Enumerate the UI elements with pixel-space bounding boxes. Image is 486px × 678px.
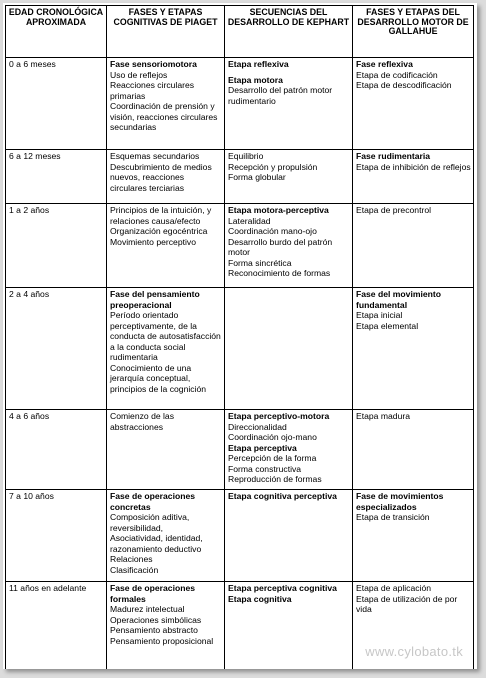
stage-item: Desarrollo del patrón motor rudimentario [228, 85, 333, 106]
table-row [6, 410, 474, 490]
header-gallahue: FASES Y ETAPAS DEL DESARROLLO MOTOR DE GALLAHUE [353, 6, 474, 58]
table-row [6, 204, 474, 288]
stage-heading: Etapa reflexiva [228, 59, 289, 69]
table-row [6, 490, 474, 582]
gallahue-cell [353, 490, 474, 582]
stage-item: Madurez intelectual [110, 604, 185, 614]
gallahue-cell [353, 410, 474, 490]
header-age: EDAD CRONOLÓGICA APROXIMADA [6, 6, 107, 58]
stage-heading: Fase de operaciones concretas [110, 491, 196, 512]
stage-item: Comienzo de las abstracciones [110, 411, 175, 432]
stage-item: Etapa madura [356, 411, 410, 421]
stage-item: Coordinación mano-ojo [228, 226, 317, 236]
stage-item: Pensamiento abstracto [110, 625, 198, 635]
stage-item: Organización egocéntrica [110, 226, 208, 236]
stage-item: Percepción de la forma [228, 453, 317, 463]
age-cell: 7 a 10 años [6, 490, 107, 582]
stage-heading: Fase de movimientos especializados [356, 491, 444, 512]
stage-heading: Etapa motora [228, 74, 283, 85]
kephart-cell [225, 288, 353, 410]
stage-item: Principios de la intuición, y relaciones causa/efecto [110, 205, 212, 226]
stage-item: Etapa inicial [356, 310, 403, 320]
stage-item: Coordinación ojo-mano [228, 432, 317, 442]
header-piaget: FASES Y ETAPAS COGNITIVAS DE PIAGET [107, 6, 225, 58]
piaget-cell [107, 490, 225, 582]
stage-heading: Etapa perceptiva [228, 442, 297, 453]
stage-item: Equilibrio [228, 151, 264, 161]
gallahue-cell [353, 58, 474, 150]
table-row [6, 288, 474, 410]
stage-item: Etapa de aplicación [356, 583, 432, 593]
age-cell: 2 a 4 años [6, 288, 107, 410]
stage-heading: Etapa motora-perceptiva [228, 205, 329, 215]
stage-heading: Fase del movimiento fundamental [356, 289, 442, 310]
kephart-cell [225, 58, 353, 150]
stage-item: Desarrollo burdo del patrón motor [228, 236, 333, 257]
stage-item: Etapa de inhibición de reflejos [356, 161, 471, 172]
stage-item: Movimiento perceptivo [110, 236, 196, 247]
stage-heading: Fase reflexiva [356, 59, 413, 69]
stage-item: Reconocimiento de formas [228, 268, 331, 278]
age-cell: 4 a 6 años [6, 410, 107, 490]
stage-item: Relaciones [110, 554, 153, 564]
stage-item: Etapa de utilización de por vida [356, 593, 458, 614]
kephart-cell [225, 150, 353, 204]
document-page [3, 3, 477, 669]
table-header-row [6, 6, 474, 58]
stage-item: Pensamiento proposicional [110, 635, 214, 646]
development-stages-table [5, 5, 474, 669]
stage-item: Etapa de precontrol [356, 205, 432, 215]
stage-item: Forma constructiva [228, 463, 302, 474]
piaget-cell [107, 204, 225, 288]
piaget-cell [107, 58, 225, 150]
stage-heading: Fase sensoriomotora [110, 59, 197, 69]
age-cell: 6 a 12 meses [6, 150, 107, 204]
age-cell: 1 a 2 años [6, 204, 107, 288]
stage-item: Etapa de codificación [356, 69, 438, 80]
watermark-text: www.cylobato.tk [365, 644, 463, 659]
table-row [6, 58, 474, 150]
stage-item: Uso de reflejos [110, 69, 168, 80]
stage-item: Direccionalidad [228, 421, 287, 432]
kephart-cell [225, 490, 353, 582]
stage-heading: Fase de operaciones formales [110, 583, 196, 604]
piaget-cell [107, 150, 225, 204]
stage-item: Asociatividad, identidad, razonamiento deductivo [110, 533, 203, 554]
stage-item: Etapa de transición [356, 512, 430, 522]
table-body [6, 58, 474, 670]
age-cell: 0 a 6 meses [6, 58, 107, 150]
table-row [6, 150, 474, 204]
gallahue-cell [353, 288, 474, 410]
stage-item: Lateralidad [228, 215, 271, 226]
stage-item: Clasificación [110, 564, 159, 575]
stage-item: Reproducción de formas [228, 474, 322, 484]
stage-item: Esquemas secundarios [110, 151, 200, 161]
stage-item: Recepción y propulsión [228, 161, 318, 172]
stage-heading: Etapa cognitiva perceptiva [228, 491, 337, 501]
stage-item: Etapa de descodificación [356, 80, 452, 90]
stage-item: Composición aditiva, reversibilidad, [110, 512, 190, 533]
stage-item: Descubrimiento de medios nuevos, reacciones circulares terciarias [110, 161, 212, 193]
stage-heading: Fase rudimentaria [356, 151, 431, 161]
age-cell: 11 años en adelante [6, 582, 107, 670]
stage-item: Forma globular [228, 172, 286, 182]
kephart-cell [225, 204, 353, 288]
stage-heading: Etapa cognitiva [228, 593, 292, 604]
stage-item: Reacciones circulares primarias [110, 80, 195, 101]
stage-item: Forma sincrética [228, 257, 292, 268]
kephart-cell [225, 410, 353, 490]
stage-item: Coordinación de prensión y visión, reacciones circulares secundarias [110, 101, 218, 132]
gallahue-cell [353, 204, 474, 288]
gallahue-cell [353, 150, 474, 204]
stage-heading: Etapa perceptiva cognitiva [228, 583, 337, 593]
stage-item: Operaciones simbólicas [110, 614, 202, 625]
piaget-cell [107, 582, 225, 670]
stage-heading: Etapa perceptivo-motora [228, 411, 330, 421]
stage-item: Etapa elemental [356, 320, 419, 331]
kephart-cell [225, 582, 353, 670]
stage-item: Período orientado perceptivamente, de la conducta de autosatisfacción a la conducta social rudimentaria [110, 310, 221, 362]
stage-heading: Fase del pensamiento preoperacional [110, 289, 200, 310]
stage-item: Conocimiento de una jerarquía conceptual, principios de la cognición [110, 362, 207, 394]
header-kephart: SECUENCIAS DEL DESARROLLO DE KEPHART [225, 6, 353, 58]
piaget-cell [107, 410, 225, 490]
piaget-cell [107, 288, 225, 410]
